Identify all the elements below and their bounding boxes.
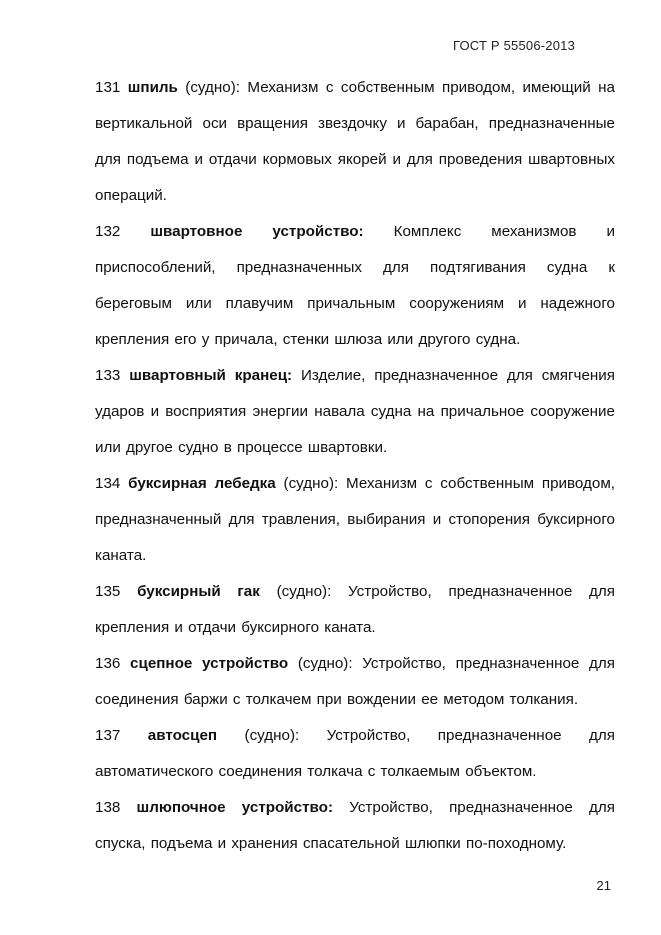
entry-definition: (судно): Механизм с собственным приводом, имеющий на вертикальной оси вращения звездочку и барабан, предназначенные для подъема и отдачи кормовых якорей и для проведения швартовных операций. <box>95 79 615 204</box>
glossary-entry <box>95 214 615 358</box>
entry-definition: Комплекс механизмов и приспособлений, предназначенных для подтягивания судна к береговым или плавучим причальным сооружениям и надежного крепления его у причала, стенки шлюза или другого судна. <box>95 223 615 348</box>
entry-definition: (судно): Устройство, предназначенное для соединения баржи с толкачем при вождении ее методом толкания. <box>95 655 615 708</box>
glossary-entry <box>95 358 615 466</box>
entry-term: шлюпочное устройство: <box>136 799 333 816</box>
entry-definition: (судно): Устройство, предназначенное для крепления и отдачи буксирного каната. <box>95 583 615 636</box>
entry-number: 136 <box>95 655 121 672</box>
glossary-entry <box>95 646 615 718</box>
entry-number: 138 <box>95 799 121 816</box>
glossary-entry <box>95 70 615 214</box>
entry-term: буксирный гак <box>137 583 260 600</box>
page-number: 21 <box>596 878 611 893</box>
entry-term: швартовное устройство: <box>150 223 364 240</box>
entry-number: 131 <box>95 79 121 96</box>
glossary-entry <box>95 466 615 574</box>
entry-definition: (судно): Механизм с собственным приводом, предназначенный для травления, выбирания и стопорения буксирного каната. <box>95 475 615 564</box>
entry-number: 134 <box>95 475 121 492</box>
entry-number: 133 <box>95 367 121 384</box>
entry-term: швартовный кранец: <box>129 367 293 384</box>
entry-definition: (судно): Устройство, предназначенное для автоматического соединения толкача с толкаемым объектом. <box>95 727 615 780</box>
entry-definition: Изделие, предназначенное для смягчения ударов и восприятия энергии навала судна на причальное сооружение или другое судно в процессе швартовки. <box>95 367 615 456</box>
entry-term: сцепное устройство <box>130 655 289 672</box>
document-standard-header: ГОСТ Р 55506-2013 <box>452 38 575 53</box>
glossary-entry <box>95 574 615 646</box>
glossary-entries <box>95 70 615 862</box>
entry-term: автосцеп <box>147 727 218 744</box>
entry-number: 135 <box>95 583 121 600</box>
glossary-entry <box>95 790 615 862</box>
entry-definition: Устройство, предназначенное для спуска, подъема и хранения спасательной шлюпки по-походному. <box>95 799 615 852</box>
entry-term: шпиль <box>127 79 178 96</box>
entry-number: 137 <box>95 727 121 744</box>
glossary-entry <box>95 718 615 790</box>
entry-number: 132 <box>95 223 121 240</box>
entry-term: буксирная лебедка <box>128 475 276 492</box>
